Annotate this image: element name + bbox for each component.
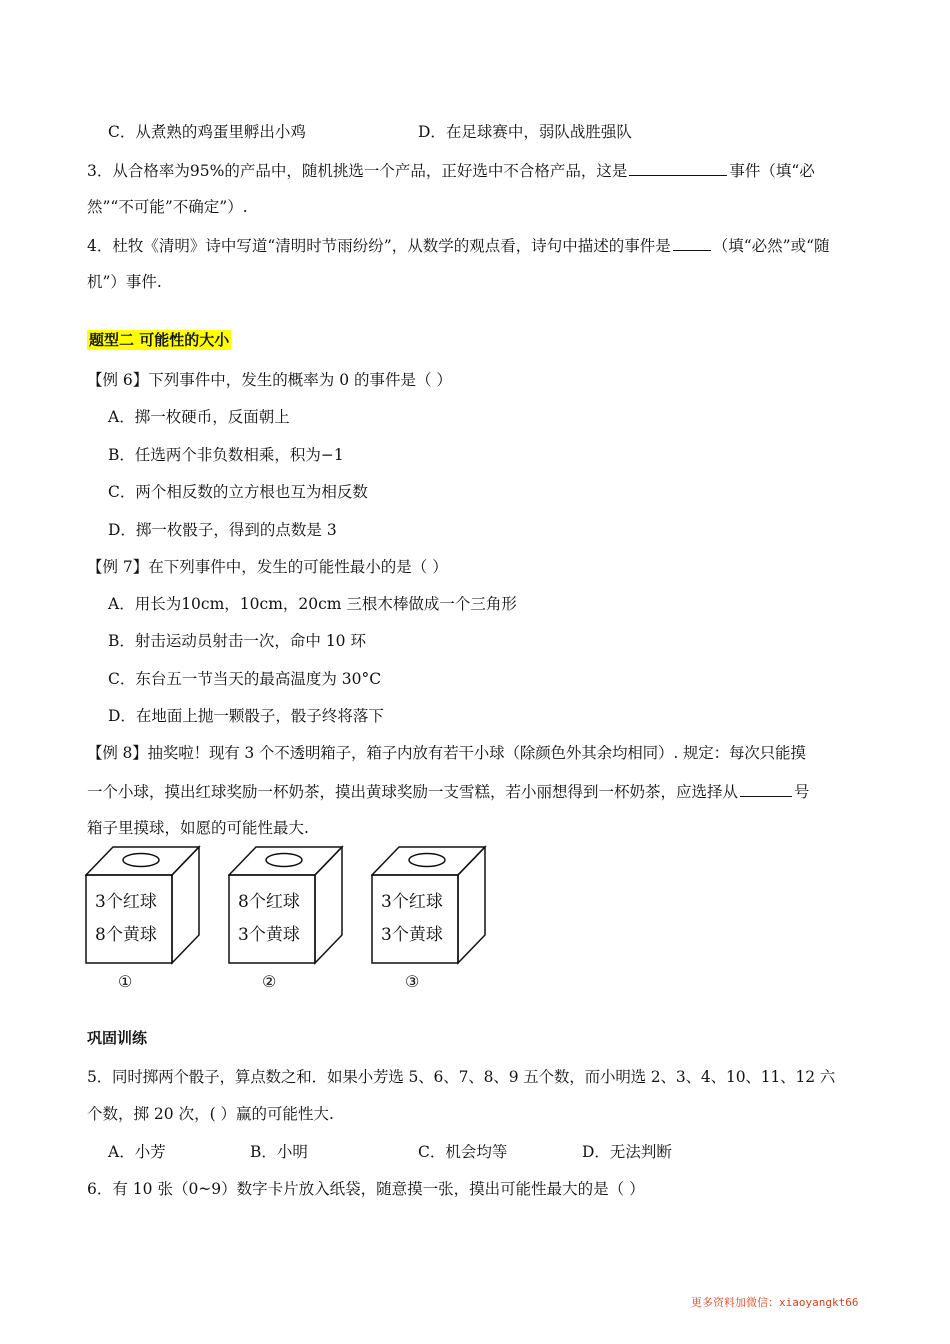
box-3-label: ③ [405,972,420,991]
question-4-line2: 机”）事件. [87,273,162,291]
box-2 [228,845,348,965]
example-7-stem: 【例 7】在下列事件中，发生的可能性最小的是（ ） [87,558,448,576]
option-d-top: D．在足球赛中，弱队战胜强队 [418,123,632,141]
q3-text-part2: 事件（填“必 [729,162,815,180]
example-6-option-c: C．两个相反数的立方根也互为相反数 [108,483,368,501]
footer-note: 更多资料加微信：xiaoyangkt66 [691,1296,859,1309]
box-2-label: ② [262,972,277,991]
example-6-option-d: D．掷一枚骰子，得到的点数是 3 [108,521,337,539]
answer-blank [673,235,711,251]
example-6-option-a: A．掷一枚硬币，反面朝上 [108,408,290,426]
q3-text-part1: 3．从合格率为95%的产品中，随机挑选一个产品，正好选中不合格产品，这是 [87,162,628,180]
practice-title: 巩固训练 [87,1029,148,1047]
box-2-yellow: 3个黄球 [238,925,300,945]
ex8-text-part2: 号 [794,783,810,801]
box-1 [85,845,205,965]
question-5-option-b: B．小明 [250,1143,308,1161]
answer-blank [740,781,792,797]
box-3-red: 3个红球 [381,892,443,912]
question-5-line2: 个数，掷 20 次，( ）赢的可能性大. [87,1105,334,1123]
example-8-line3: 箱子里摸球，如愿的可能性最大. [87,819,309,837]
box-1-label: ① [118,972,133,991]
example-8-line1: 【例 8】抽奖啦！现有 3 个不透明箱子，箱子内放有若干小球（除颜色外其余均相同）. 规定：每次只能摸 [87,744,806,762]
example-7-option-d: D．在地面上抛一颗骰子，骰子终将落下 [108,707,384,725]
question-4-line1 [87,235,830,256]
box-1-yellow: 8个黄球 [95,925,157,945]
example-8-line2 [87,781,810,802]
example-7-option-b: B．射击运动员射击一次，命中 10 环 [108,632,366,650]
question-6-stem: 6．有 10 张（0~9）数字卡片放入纸袋，随意摸一张，摸出可能性最大的是（ ） [87,1180,645,1198]
example-7-option-a: A．用长为10cm，10cm，20cm 三根木棒做成一个三角形 [108,595,517,613]
example-6-option-b: B．任选两个非负数相乘，积为−1 [108,446,344,464]
question-5-option-c: C．机会均等 [418,1143,508,1161]
question-5-line1: 5．同时掷两个骰子，算点数之和．如果小芳选 5、6、7、8、9 五个数，而小明选 2、3、4、10、11、12 六 [87,1068,836,1086]
example-7-option-c: C．东台五一节当天的最高温度为 30°C [108,670,382,688]
box-1-red: 3个红球 [95,892,157,912]
q4-text-part1: 4．杜牧《清明》诗中写道“清明时节雨纷纷”，从数学的观点看，诗句中描述的事件是 [87,237,671,255]
box-3 [371,845,491,965]
answer-blank [629,160,727,176]
question-5-option-a: A．小芳 [108,1143,166,1161]
ex8-text-part1: 一个小球，摸出红球奖励一杯奶茶，摸出黄球奖励一支雪糕，若小丽想得到一杯奶茶，应选择从 [87,783,739,801]
box-2-red: 8个红球 [238,892,300,912]
q4-text-part2: （填“必然”或“随 [712,237,830,255]
example-6-stem: 【例 6】下列事件中，发生的概率为 0 的事件是（ ） [87,371,452,389]
box-3-yellow: 3个黄球 [381,925,443,945]
option-c-top: C．从煮熟的鸡蛋里孵出小鸡 [108,123,306,141]
question-3-line2: 然”“不可能”不确定”）. [87,198,248,216]
section-heading [87,330,231,350]
question-5-option-d: D．无法判断 [582,1143,672,1161]
question-3-line1 [87,160,815,181]
section-2-title: 题型二 可能性的大小 [89,331,230,349]
